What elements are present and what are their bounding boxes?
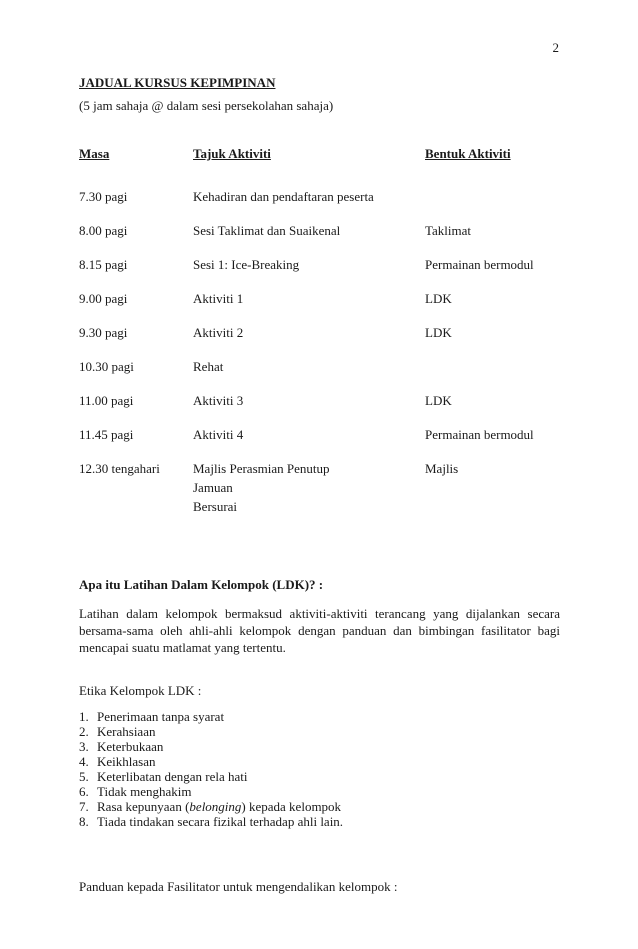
- list-number: 6.: [79, 784, 89, 799]
- paragraph-line: mencapai suatu matlamat yang tertentu.: [79, 640, 286, 655]
- document-title: JADUAL KURSUS KEPIMPINAN: [79, 75, 276, 90]
- list-text: Keikhlasan: [97, 754, 156, 769]
- list-number: 8.: [79, 814, 89, 829]
- header-bentuk: Bentuk Aktiviti: [425, 146, 511, 161]
- list-text-part: ) kepada kelompok: [241, 799, 342, 814]
- row-tajuk: Sesi 1: Ice-Breaking: [193, 257, 300, 272]
- row-masa: 11.00 pagi: [79, 393, 134, 408]
- row-masa: 8.00 pagi: [79, 223, 128, 238]
- paragraph-line: bersama-sama oleh ahli-ahli kelompok dengan panduan dan bimbingan fasilitator bagi: [79, 623, 560, 638]
- row-masa: 9.00 pagi: [79, 291, 128, 306]
- list-number: 3.: [79, 739, 89, 754]
- list-text-part: Rasa kepunyaan (: [97, 799, 190, 814]
- header-masa: Masa: [79, 146, 110, 161]
- row-masa: 11.45 pagi: [79, 427, 134, 442]
- row-tajuk: Aktiviti 4: [193, 427, 244, 442]
- list-text: Kerahsiaan: [97, 724, 156, 739]
- row-tajuk: Aktiviti 2: [193, 325, 244, 340]
- row-masa: 8.15 pagi: [79, 257, 128, 272]
- ldk-paragraph: [79, 605, 560, 656]
- row-masa: 10.30 pagi: [79, 359, 134, 374]
- list-text: Penerimaan tanpa syarat: [97, 709, 225, 724]
- row-tajuk: Aktiviti 1: [193, 291, 244, 306]
- list-text: [97, 800, 341, 813]
- list-text: Keterbukaan: [97, 739, 164, 754]
- table-row: [0, 462, 638, 522]
- row-bentuk: Permainan bermodul: [425, 427, 534, 442]
- list-number: 4.: [79, 754, 89, 769]
- list-text: Keterlibatan dengan rela hati: [97, 769, 248, 784]
- document-subtitle: (5 jam sahaja @ dalam sesi persekolahan sahaja): [79, 98, 334, 113]
- panduan-heading: Panduan kepada Fasilitator untuk mengendalikan kelompok :: [79, 879, 398, 894]
- row-bentuk: LDK: [425, 325, 452, 340]
- list-number: 7.: [79, 799, 89, 814]
- etika-heading: Etika Kelompok LDK :: [79, 683, 202, 698]
- list-number: 5.: [79, 769, 89, 784]
- row-bentuk: Majlis: [425, 461, 459, 476]
- header-tajuk: Tajuk Aktiviti: [193, 146, 271, 161]
- row-masa: 7.30 pagi: [79, 189, 128, 204]
- row-tajuk-line: Jamuan: [193, 480, 233, 495]
- list-text: Tidak menghakim: [97, 784, 192, 799]
- list-number: 1.: [79, 709, 89, 724]
- ldk-heading: Apa itu Latihan Dalam Kelompok (LDK)? :: [79, 577, 324, 592]
- list-text: Tiada tindakan secara fizikal terhadap ahli lain.: [97, 814, 344, 829]
- row-tajuk: Aktiviti 3: [193, 393, 244, 408]
- page-number: 2: [552, 40, 559, 55]
- row-tajuk: Rehat: [193, 359, 224, 374]
- row-tajuk: Kehadiran dan pendaftaran peserta: [193, 189, 374, 204]
- row-bentuk: LDK: [425, 393, 452, 408]
- row-tajuk-line: Bersurai: [193, 499, 238, 514]
- list-text-italic: belonging: [189, 799, 242, 814]
- paragraph-line: Latihan dalam kelompok bermaksud aktiviti-aktiviti terancang yang dijalankan secara: [79, 606, 560, 621]
- row-tajuk: [193, 459, 330, 516]
- row-masa: 9.30 pagi: [79, 325, 128, 340]
- row-bentuk: LDK: [425, 291, 452, 306]
- row-masa: 12.30 tengahari: [79, 461, 160, 476]
- row-bentuk: Permainan bermodul: [425, 257, 534, 272]
- row-tajuk: Sesi Taklimat dan Suaikenal: [193, 223, 341, 238]
- row-tajuk-line: Majlis Perasmian Penutup: [193, 461, 330, 476]
- row-bentuk: Taklimat: [425, 223, 472, 238]
- list-number: 2.: [79, 724, 89, 739]
